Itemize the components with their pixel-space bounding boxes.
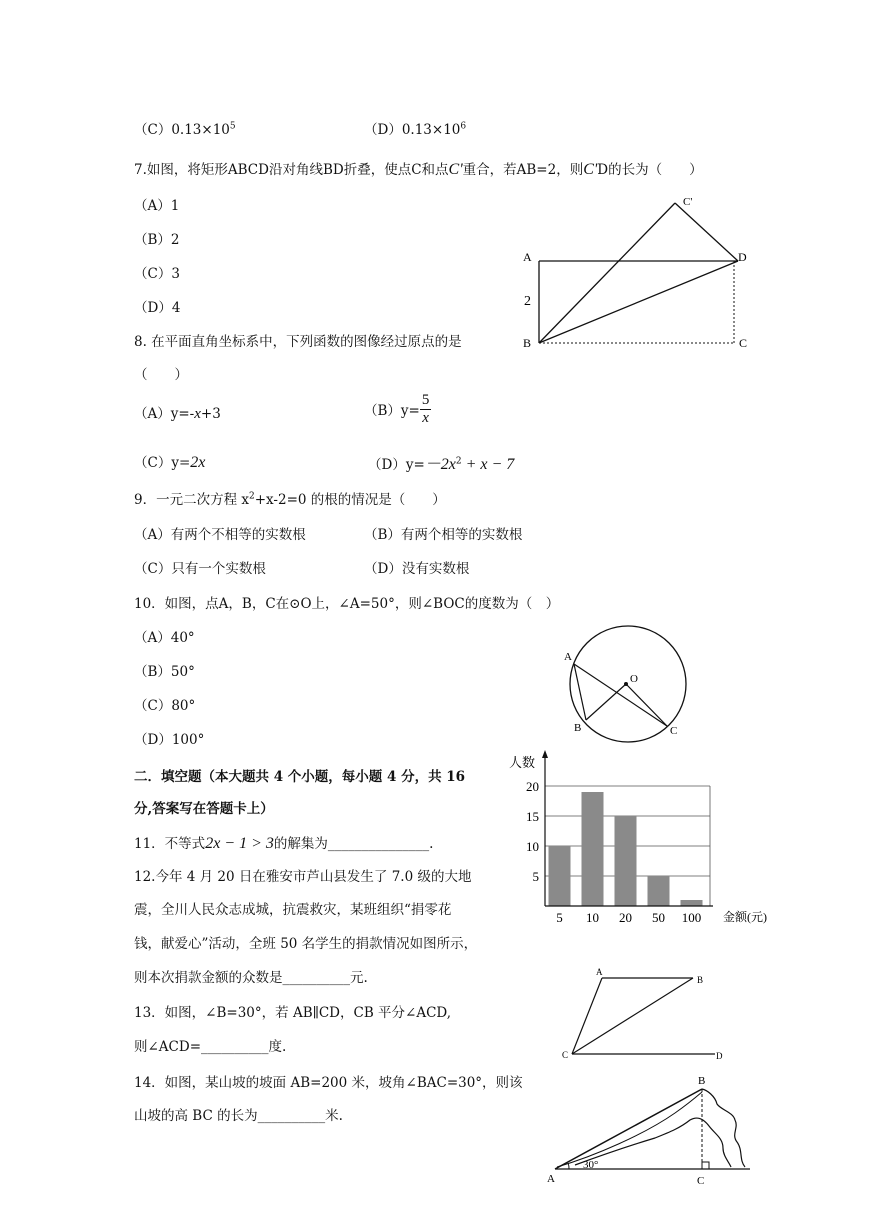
q10-circle-figure: [558, 620, 698, 750]
q13-label-c: C: [562, 1050, 569, 1060]
q13-label-d: D: [716, 1051, 723, 1061]
q9-stem: [134, 488, 446, 508]
chart-bar-20: [615, 816, 637, 906]
q10-option-a: （A）40°: [134, 630, 195, 646]
q8-option-b-num: 5: [421, 392, 430, 408]
q7-label-b: B: [523, 336, 532, 350]
chart-ytick-label: 20: [526, 779, 539, 794]
q8-option-b: [364, 392, 431, 426]
q8-option-b-fraction: [420, 392, 432, 426]
q11-stem-a: 11．不等式: [134, 836, 206, 852]
chart-ytick-label: 5: [532, 869, 539, 884]
q8-option-d-expr-b: + x − 7: [461, 456, 515, 473]
q10-label-b: B: [574, 722, 582, 734]
q6-option-c: [134, 118, 236, 138]
q7-cprime-2: C': [583, 161, 598, 178]
chart-bar-100: [681, 900, 703, 906]
q7-stem-a: 7.如图，将矩形ABCD沿对角线BD折叠，使点C和点: [134, 162, 449, 178]
q7-label-a: A: [523, 250, 532, 264]
q7-option-d: （D）4: [134, 300, 181, 316]
section2-title-line1: 二．填空题（本大题共 4 个小题，每小题 4 分，共 16: [134, 769, 466, 785]
q8-option-d: [368, 451, 514, 474]
q7-rectangle-figure: [515, 190, 755, 360]
q11-expr: 2x − 1 > 3: [205, 835, 274, 852]
q6-option-c-exp: 5: [229, 121, 236, 132]
chart-ytick-label: 10: [526, 839, 539, 854]
q8-option-a-tail: +3: [200, 406, 221, 422]
donation-bar-chart: [505, 748, 785, 928]
q12-line4: 则本次捐款金额的众数是__________元.: [134, 970, 368, 986]
q7-stem-c: D的长为（ ）: [597, 162, 703, 178]
q13-label-a: A: [596, 967, 603, 977]
q10-label-c: C: [670, 725, 678, 737]
q12-line1: 12.今年 4 月 20 日在雅安市芦山县发生了 7.0 级的大地: [134, 869, 472, 885]
q13-parallel-figure: [560, 962, 735, 1064]
q7-label-d: D: [738, 250, 747, 264]
q8-option-c: [134, 451, 205, 472]
q8-option-b-den: x: [422, 409, 429, 426]
chart-ytick-label: 15: [526, 809, 539, 824]
q14-line1: 14．如图，某山坡的坡面 AB=200 米，坡角∠BAC=30°，则该: [134, 1075, 523, 1091]
q13-line2: 则∠ACD=__________度.: [134, 1039, 287, 1055]
q14-line2: 山坡的高 BC 的长为__________米.: [134, 1108, 343, 1124]
q7-side-length: 2: [524, 294, 531, 309]
q9-stem-a: 9．一元二次方程 x: [134, 492, 249, 508]
q8-option-d-expr-a: －2x: [424, 456, 456, 473]
q7-stem-b: 重合，若AB=2，则: [462, 162, 584, 178]
q7-cprime-1: C': [448, 161, 463, 178]
q6-option-d: [364, 118, 466, 138]
q8-option-c-eq: =: [178, 455, 191, 471]
chart-xtick-label-100: 100: [681, 910, 702, 925]
q10-label-o: O: [630, 673, 638, 685]
q8-option-a-x: x: [194, 406, 201, 422]
chart-bar-50: [648, 876, 670, 906]
q7-stem: [134, 158, 703, 179]
chart-bar-10: [582, 792, 604, 906]
q11-stem: [134, 832, 433, 853]
q8-option-a-text: （A）y=-: [134, 406, 195, 422]
q8-option-c-text: （C）y: [134, 455, 179, 471]
q10-option-c: （C）80°: [134, 698, 196, 714]
chart-ylabel: 人数: [509, 755, 536, 770]
q10-label-a: A: [564, 651, 572, 663]
chart-xtick-label-10: 10: [586, 910, 599, 925]
q8-option-a: [134, 402, 221, 423]
q7-option-a: （A）1: [134, 198, 180, 214]
q6-option-c-text: （C）0.13×10: [134, 122, 230, 138]
q14-angle-label: 30°: [583, 1159, 599, 1171]
q6-option-d-text: （D）0.13×10: [364, 122, 461, 138]
q8-stem: 8. 在平面直角坐标系中，下列函数的图像经过原点的是: [134, 334, 462, 350]
chart-xtick-label-5: 5: [556, 910, 563, 925]
q7-option-b: （B）2: [134, 232, 180, 248]
chart-xtick-label-20: 20: [619, 910, 632, 925]
q14-label-b: B: [698, 1075, 706, 1087]
section2-title-line2: 分,答案写在答题卡上）: [134, 801, 274, 817]
q7-label-c: C: [739, 336, 748, 350]
q9-option-a: （A）有两个不相等的实数根: [134, 527, 306, 543]
q12-line2: 震，全川人民众志成城，抗震救灾，某班组织“捐零花: [134, 902, 452, 918]
q8-option-b-text: （B）y=: [364, 403, 420, 419]
q9-option-b: （B）有两个相等的实数根: [364, 527, 523, 543]
q14-label-c: C: [697, 1175, 705, 1187]
q7-option-c: （C）3: [134, 266, 180, 282]
q9-stem-b: +x-2=0 的根的情况是（ ）: [254, 492, 446, 508]
chart-bar-5: [549, 846, 571, 906]
q6-option-d-exp: 6: [460, 121, 467, 132]
q14-slope-figure: [545, 1068, 755, 1190]
q8-option-c-expr: 2x: [190, 454, 206, 471]
q11-stem-b: 的解集为_______________.: [273, 836, 434, 852]
q8-option-d-exp: 2: [455, 456, 462, 467]
q9-stem-exp: 2: [249, 491, 255, 502]
q12-line3: 钱，献爱心”活动，全班 50 名学生的捐款情况如图所示，: [134, 936, 478, 952]
q10-option-d: （D）100°: [134, 732, 205, 748]
q10-stem: 10．如图，点A，B，C在⊙O上，∠A=50°，则∠BOC的度数为（ ）: [134, 596, 560, 612]
q9-option-d: （D）没有实数根: [364, 561, 470, 577]
q10-option-b: （B）50°: [134, 664, 195, 680]
q13-label-b: B: [697, 975, 704, 985]
q8-paren: （ ）: [134, 367, 188, 383]
q14-label-a: A: [547, 1173, 555, 1185]
chart-xlabel: 金额(元): [723, 910, 767, 924]
q8-option-d-text: （D）y=: [368, 457, 425, 473]
q7-label-cprime: C': [683, 196, 693, 208]
chart-xtick-label-50: 50: [652, 910, 665, 925]
q13-line1: 13．如图，∠B=30°，若 AB∥CD，CB 平分∠ACD,: [134, 1005, 452, 1021]
q9-option-c: （C）只有一个实数根: [134, 561, 266, 577]
